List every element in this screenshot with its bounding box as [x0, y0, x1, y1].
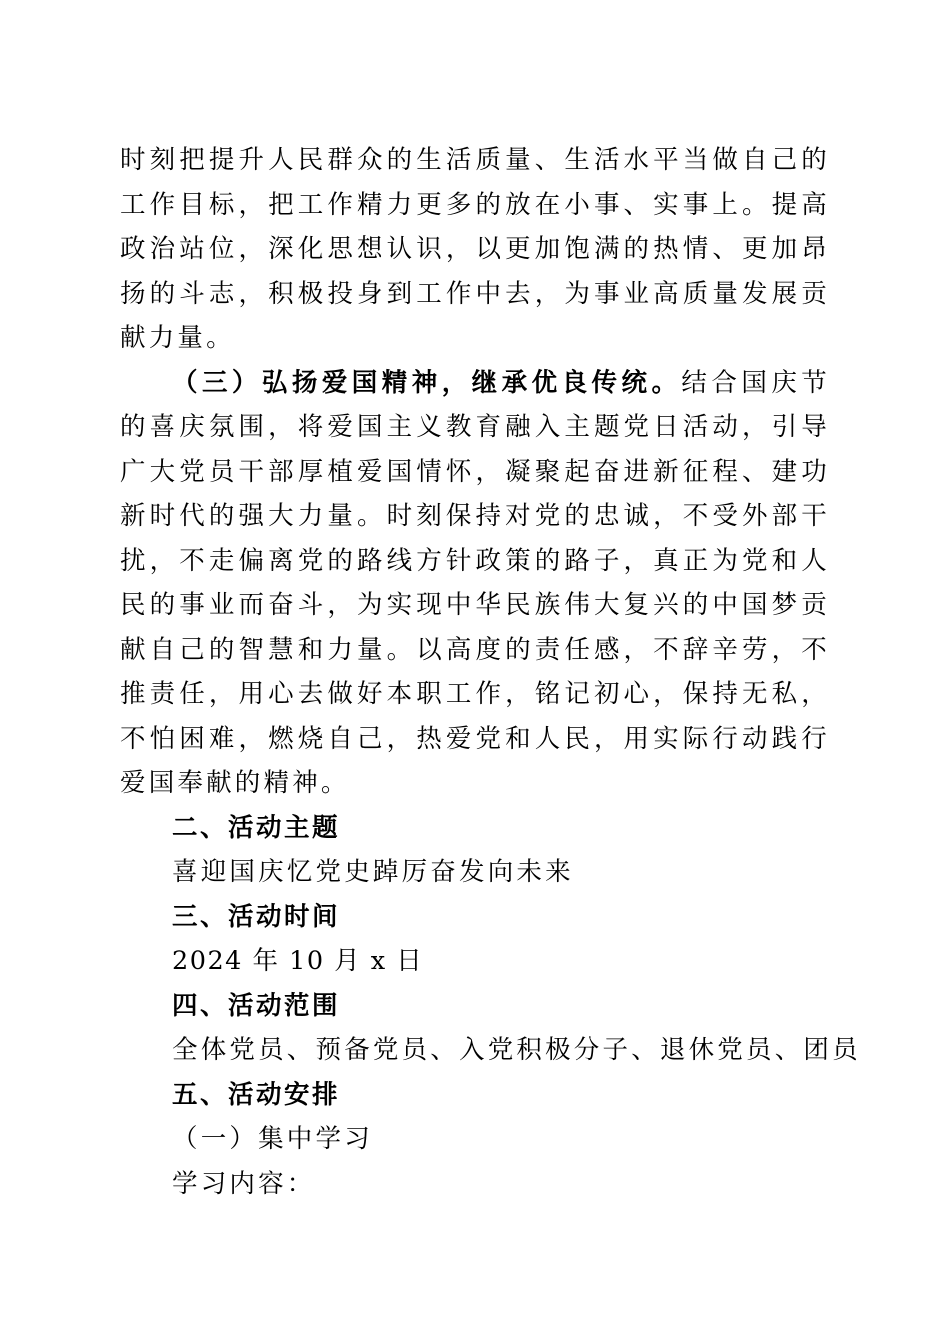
- section-content-time: 2024 年 10 月 x 日: [172, 946, 424, 976]
- section-heading-arrangement: 五、活动安排: [172, 1079, 341, 1110]
- paragraph-patriotism-body: 结合国庆节的喜庆氛围，将爱国主义教育融入主题党日活动，引导广大党员干部厚植爱国情怀，凝聚起奋进新征程、建功新时代的强大力量。时刻保持对党的忠诚，不受外部干扰，不走偏离党的路线方针政策的路子，真正为党和人民的事业而奋斗，为实现中华民族伟大复兴的中国梦贡献自己的智慧和力量。以高度的责任感，不辞辛劳，不推责任，用心去做好本职工作，铭记初心，保持无私，不怕困难，燃烧自己，热爱党和人民，用实际行动践行爱国奉献的精神。: [120, 367, 830, 798]
- subsection-heading-study: （一）集中学习: [172, 1124, 373, 1154]
- paragraph-patriotism: [120, 361, 830, 806]
- section-content-scope: 全体党员、预备党员、入党积极分子、退休党员、团员: [172, 1035, 861, 1065]
- section-heading-time: 三、活动时间: [172, 901, 341, 932]
- paragraph-work-goals: 时刻把提升人民群众的生活质量、生活水平当做自己的工作目标，把工作精力更多的放在小事、实事上。提高政治站位，深化思想认识，以更加饱满的热情、更加昂扬的斗志，积极投身到工作中去，为事业高质量发展贡献力量。: [120, 145, 830, 353]
- section-heading-scope: 四、活动范围: [172, 990, 341, 1021]
- section-heading-theme: 二、活动主题: [172, 812, 341, 843]
- study-content-label: 学习内容：: [172, 1168, 316, 1199]
- document-page: [120, 138, 861, 1206]
- paragraph-patriotism-lead: （三）弘扬爱国精神，继承优良传统。: [172, 367, 682, 398]
- section-content-theme: 喜迎国庆忆党史踔厉奋发向未来: [172, 857, 574, 887]
